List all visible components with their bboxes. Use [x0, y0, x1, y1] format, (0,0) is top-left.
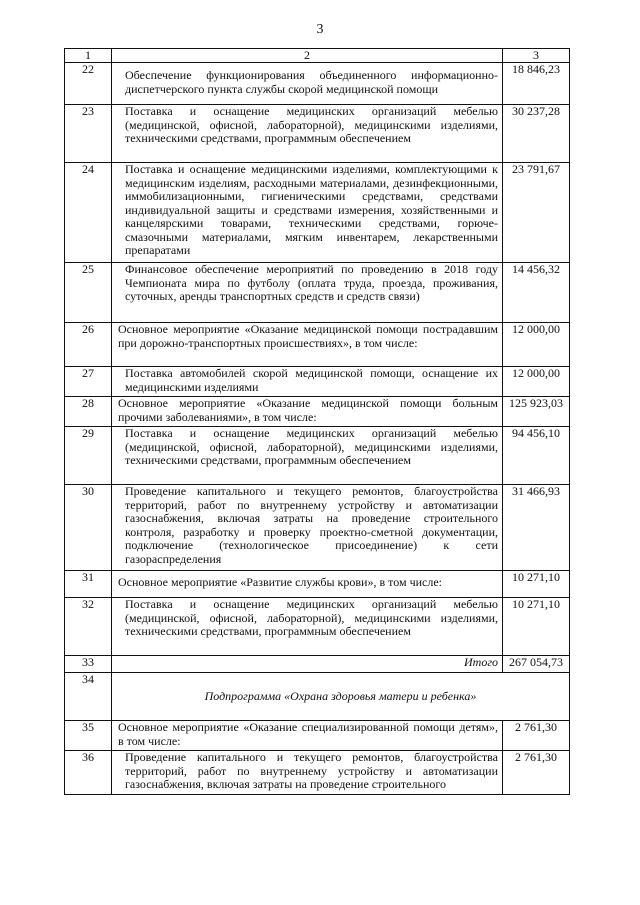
table-row	[65, 105, 570, 163]
row-number: 33	[65, 656, 112, 673]
row-number: 36	[65, 751, 112, 795]
table-row	[65, 721, 570, 751]
header-col-1: 1	[65, 49, 112, 63]
row-number: 29	[65, 427, 112, 485]
row-description: Поставка и оснащение медицинских организаций мебелью (медицинской, офисной, лабораторной), медицинскими изделиями, техническими средствами, программным обеспечением	[112, 105, 503, 163]
row-description: Поставка и оснащение медицинских организаций мебелью (медицинской, офисной, лабораторной), медицинскими изделиями, техническими средствами, программным обеспечением	[112, 427, 503, 485]
row-number: 30	[65, 485, 112, 571]
total-value: 267 054,73	[503, 656, 570, 673]
row-number: 28	[65, 397, 112, 427]
table-row	[65, 485, 570, 571]
row-description: Финансовое обеспечение мероприятий по проведению в 2018 году Чемпионата мира по футболу (оплата труда, проезда, проживания, суточных, аренды транспортных средств и средств связи)	[112, 263, 503, 323]
row-value: 125 923,03	[503, 397, 570, 427]
row-description: Основное мероприятие «Оказание медицинской помощи больным прочими заболеваниями», в том числе:	[112, 397, 503, 427]
row-description: Поставка и оснащение медицинскими изделиями, комплектующими к медицинским изделиям, расходными материалами, дезинфекционными, иммобилизационными, гигиеническими средствами, средствами индивидуальной защиты и средствами измерения, хозяйственными и канцелярскими товарами, техническими средствами, горюче-смазочными материалами, мягким инвентарем, лекарственными препаратами	[112, 163, 503, 263]
row-description: Обеспечение функционирования объединенного информационно-диспетчерского пункта службы скорой медицинской помощи	[112, 63, 503, 105]
table-total-row	[65, 656, 570, 673]
row-value: 10 271,10	[503, 571, 570, 598]
table-row	[65, 163, 570, 263]
table-row	[65, 63, 570, 105]
row-number: 34	[65, 673, 112, 721]
page-number: 3	[316, 22, 324, 37]
table-row	[65, 367, 570, 397]
row-number: 25	[65, 263, 112, 323]
row-number: 27	[65, 367, 112, 397]
row-value: 12 000,00	[503, 323, 570, 367]
row-description: Основное мероприятие «Оказание специализированной помощи детям», в том числе:	[112, 721, 503, 751]
row-number: 32	[65, 598, 112, 656]
table-row	[65, 598, 570, 656]
row-value: 30 237,28	[503, 105, 570, 163]
row-description: Проведение капитального и текущего ремонтов, благоустройства территорий, работ по внутреннему устройству и автоматизации газоснабжения, включая затраты на проведение строительного контроля, разработку и проверку проектно-сметной документации, подключение (технологическое присоединение) к сети газораспределения	[112, 485, 503, 571]
row-description: Поставка автомобилей скорой медицинской помощи, оснащение их медицинскими изделиями	[112, 367, 503, 397]
row-value: 31 466,93	[503, 485, 570, 571]
table-row	[65, 571, 570, 598]
row-value: 2 761,30	[503, 751, 570, 795]
row-description: Поставка и оснащение медицинских организаций мебелью (медицинской, офисной, лабораторной), медицинскими изделиями, техническими средствами, программным обеспечением	[112, 598, 503, 656]
table-header-row	[65, 49, 570, 63]
row-value: 2 761,30	[503, 721, 570, 751]
row-value: 94 456,10	[503, 427, 570, 485]
row-value: 12 000,00	[503, 367, 570, 397]
row-value: 23 791,67	[503, 163, 570, 263]
table-row	[65, 751, 570, 795]
row-value: 10 271,10	[503, 598, 570, 656]
row-value: 18 846,23	[503, 63, 570, 105]
table-row	[65, 323, 570, 367]
header-col-3: 3	[503, 49, 570, 63]
row-description: Основное мероприятие «Оказание медицинской помощи пострадавшим при дорожно-транспортных происшествиях», в том числе:	[112, 323, 503, 367]
row-description: Основное мероприятие «Развитие службы крови», в том числе:	[112, 571, 503, 598]
table-row	[65, 397, 570, 427]
budget-table	[64, 48, 570, 795]
row-number: 35	[65, 721, 112, 751]
row-number: 22	[65, 63, 112, 105]
row-number: 23	[65, 105, 112, 163]
table-row	[65, 263, 570, 323]
subprogram-title: Подпрограмма «Охрана здоровья матери и ребенка»	[112, 673, 570, 721]
row-number: 31	[65, 571, 112, 598]
row-value: 14 456,32	[503, 263, 570, 323]
table-row	[65, 427, 570, 485]
subprogram-row	[65, 673, 570, 721]
header-col-2: 2	[112, 49, 503, 63]
row-number: 26	[65, 323, 112, 367]
total-label: Итого	[112, 656, 503, 673]
row-description: Проведение капитального и текущего ремонтов, благоустройства территорий, работ по внутреннему устройству и автоматизации газоснабжения, включая затраты на проведение строительного	[112, 751, 503, 795]
row-number: 24	[65, 163, 112, 263]
